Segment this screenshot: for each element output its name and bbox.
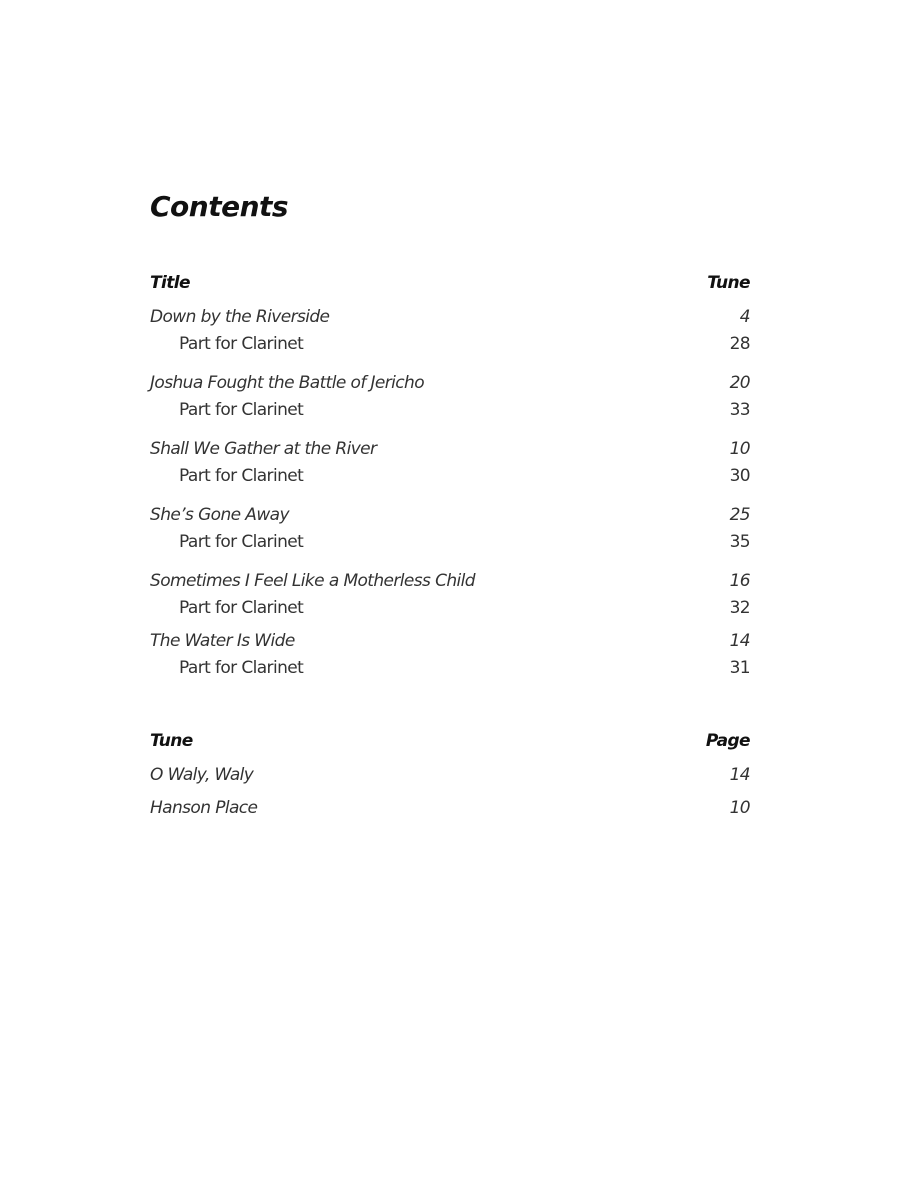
entry-number: 4 (739, 307, 750, 327)
entry-part-row (150, 331, 750, 358)
entry-number: 20 (729, 373, 750, 393)
entry-title-row (150, 436, 750, 463)
entry-part-number: 33 (729, 400, 750, 420)
tune-name: O Waly, Waly (150, 765, 254, 785)
contents-header-row (150, 270, 750, 304)
contents-entry (150, 502, 750, 556)
entry-title-row (150, 502, 750, 529)
entry-part-number: 28 (729, 334, 750, 354)
tune-entry-row (150, 762, 750, 795)
tune-entry-row (150, 795, 750, 828)
entry-title-row (150, 304, 750, 331)
tune-name: Hanson Place (150, 798, 258, 818)
page-title: Contents (150, 190, 289, 223)
entry-number: 16 (729, 571, 750, 591)
contents-entry (150, 370, 750, 424)
contents-table (150, 270, 750, 694)
entry-number: 10 (729, 439, 750, 459)
tune-page-number: 10 (729, 798, 750, 818)
contents-entry (150, 436, 750, 490)
entry-number: 25 (729, 505, 750, 525)
entry-part-row (150, 463, 750, 490)
entry-title: Shall We Gather at the River (150, 439, 377, 459)
contents-entry (150, 628, 750, 682)
tune-header-row (150, 728, 750, 762)
entry-number: 14 (729, 631, 750, 651)
entry-part-row (150, 529, 750, 556)
entry-title-row (150, 568, 750, 595)
entry-title: The Water Is Wide (150, 631, 295, 651)
entry-part-row (150, 397, 750, 424)
entry-part-row (150, 655, 750, 682)
entry-title-row (150, 370, 750, 397)
entry-part-number: 31 (729, 658, 750, 678)
contents-entry (150, 304, 750, 358)
entry-title: Down by the Riverside (150, 307, 330, 327)
entry-title-row (150, 628, 750, 655)
entry-part-row (150, 595, 750, 622)
entry-title: She’s Gone Away (150, 505, 289, 525)
tune-column-header: Tune (707, 273, 750, 293)
entry-part-label: Part for Clarinet (179, 466, 304, 486)
title-column-header: Title (150, 273, 190, 293)
entry-title: Sometimes I Feel Like a Motherless Child (150, 571, 475, 591)
entry-part-label: Part for Clarinet (179, 532, 304, 552)
entry-title: Joshua Fought the Battle of Jericho (150, 373, 425, 393)
contents-entry (150, 568, 750, 622)
tune-column-header: Tune (150, 731, 193, 751)
entry-part-label: Part for Clarinet (179, 400, 304, 420)
entry-part-number: 30 (729, 466, 750, 486)
tune-page-number: 14 (729, 765, 750, 785)
entry-part-label: Part for Clarinet (179, 598, 304, 618)
entry-part-number: 35 (729, 532, 750, 552)
tune-table (150, 728, 750, 828)
page-column-header: Page (705, 731, 750, 751)
entry-part-label: Part for Clarinet (179, 334, 304, 354)
entry-part-number: 32 (729, 598, 750, 618)
entry-part-label: Part for Clarinet (179, 658, 304, 678)
